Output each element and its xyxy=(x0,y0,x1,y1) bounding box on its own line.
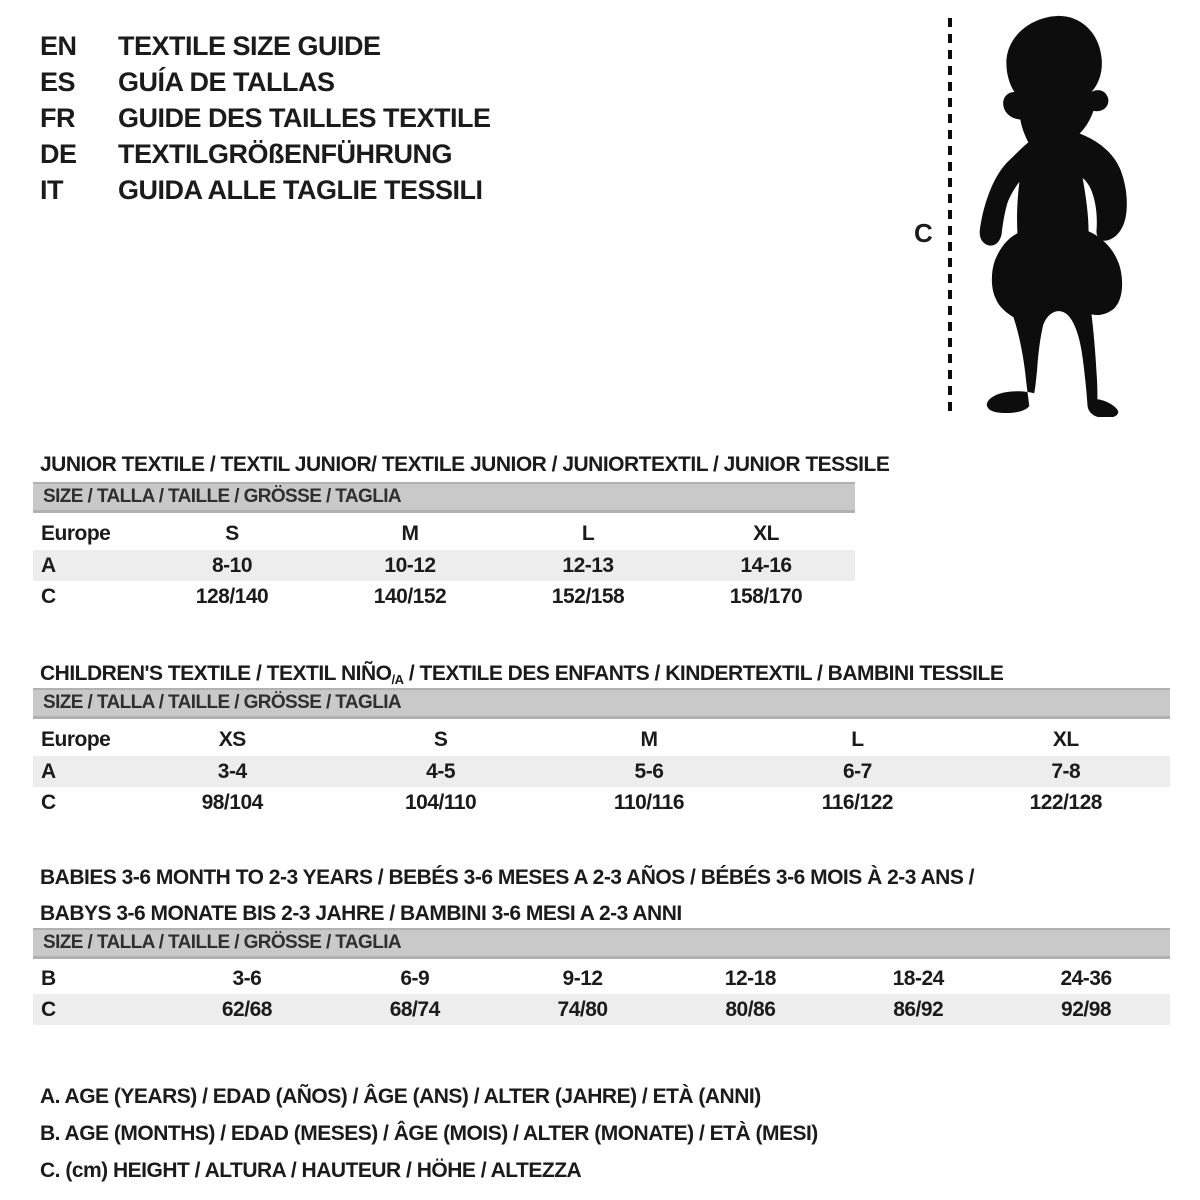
size-cell: 5-6 xyxy=(634,759,664,783)
size-column-header: M xyxy=(640,727,658,751)
size-column-header: XS xyxy=(218,727,246,751)
language-title: TEXTILE SIZE GUIDE xyxy=(118,30,381,61)
height-measure-label: C xyxy=(914,218,933,248)
heading-text: JUNIOR TEXTILE / TEXTIL JUNIOR/ TEXTILE JUNIOR / JUNIORTEXTIL / JUNIOR TESSILE xyxy=(40,453,890,477)
size-cell: 3-6 xyxy=(232,966,262,990)
size-cell: 128/140 xyxy=(195,584,269,608)
size-cell: 74/80 xyxy=(557,997,608,1021)
size-grid xyxy=(33,963,1170,1025)
size-header-bar xyxy=(33,688,1170,719)
size-cell: 158/170 xyxy=(729,584,803,608)
language-code: EN xyxy=(40,30,77,61)
size-cell: 122/128 xyxy=(1029,790,1102,814)
language-title: GUIDE DES TAILLES TEXTILE xyxy=(118,102,491,133)
language-row-it xyxy=(40,172,491,208)
language-code: FR xyxy=(40,102,75,133)
size-cell: 18-24 xyxy=(892,966,944,990)
size-cell: 10-12 xyxy=(384,553,436,577)
babies-size-table xyxy=(33,928,1170,1025)
size-column-header: XL xyxy=(1052,727,1079,751)
toddler-silhouette-icon xyxy=(962,12,1142,417)
row-label: C xyxy=(41,997,56,1021)
heading-text: / TEXTILE DES ENFANTS / KINDERTEXTIL / BAMBINI TESSILE xyxy=(403,662,1004,686)
table-header-row xyxy=(33,517,855,550)
legend-line-1: A. AGE (YEARS) / EDAD (AÑOS) / ÂGE (ANS) / ALTER (JAHRE) / ETÀ (ANNI) xyxy=(40,1085,761,1108)
size-cell: 80/86 xyxy=(725,997,776,1021)
children-size-table xyxy=(33,688,1170,818)
size-column-header: XL xyxy=(753,521,779,545)
size-grid xyxy=(33,517,855,612)
size-column-header: M xyxy=(401,521,419,545)
junior-size-table xyxy=(33,482,855,612)
babies-section-heading xyxy=(40,860,974,932)
size-cell: 9-12 xyxy=(562,966,603,990)
table-row-c xyxy=(33,994,1170,1025)
size-cell: 12-18 xyxy=(724,966,776,990)
size-cell: 24-36 xyxy=(1060,966,1112,990)
size-column-header: L xyxy=(851,727,864,751)
language-code: ES xyxy=(40,66,76,97)
language-row-es xyxy=(40,64,491,100)
size-cell: 8-10 xyxy=(211,553,253,577)
row-label: A xyxy=(41,553,56,577)
size-cell: 104/110 xyxy=(404,790,477,814)
legend-line-2: B. AGE (MONTHS) / EDAD (MESES) / ÂGE (MOIS) / ALTER (MONATE) / ETÀ (MESI) xyxy=(40,1122,818,1145)
size-cell: 110/116 xyxy=(613,790,685,814)
row-label: A xyxy=(41,759,56,783)
size-cell: 4-5 xyxy=(426,759,456,783)
row-label: B xyxy=(41,966,56,990)
legend-line-3: C. (cm) HEIGHT / ALTURA / HAUTEUR / HÖHE / ALTEZZA xyxy=(40,1159,582,1182)
size-header-bar xyxy=(33,928,1170,959)
language-row-en xyxy=(40,28,491,64)
table-header-row xyxy=(33,723,1170,756)
language-title: GUIDA ALLE TAGLIE TESSILI xyxy=(118,174,483,205)
legend xyxy=(40,1078,818,1189)
size-cell: 140/152 xyxy=(373,584,447,608)
size-column-header: S xyxy=(225,521,239,545)
size-cell: 62/68 xyxy=(221,997,272,1021)
heading-text: BABIES 3-6 MONTH TO 2-3 YEARS / BEBÉS 3-6 MESES A 2-3 AÑOS / BÉBÉS 3-6 MOIS À 2-3 ANS / xyxy=(40,866,975,890)
size-cell: 68/74 xyxy=(389,997,440,1021)
row-label: C xyxy=(41,790,56,814)
size-cell: 3-4 xyxy=(217,759,247,783)
heading-text: CHILDREN'S TEXTILE / TEXTIL NIÑO xyxy=(40,662,392,686)
size-cell: 92/98 xyxy=(1061,997,1112,1021)
region-label: Europe xyxy=(41,521,111,545)
language-code: DE xyxy=(40,138,77,169)
table-row-c xyxy=(33,581,855,612)
size-header-label: SIZE / TALLA / TAILLE / GRÖSSE / TAGLIA xyxy=(43,932,402,953)
language-title: TEXTILGRÖßENFÜHRUNG xyxy=(118,138,452,169)
size-cell: 116/122 xyxy=(821,790,893,814)
region-label: Europe xyxy=(41,727,111,751)
size-column-header: S xyxy=(433,727,448,751)
language-code: IT xyxy=(40,174,63,205)
children-section-heading xyxy=(40,662,1003,686)
size-header-bar xyxy=(33,482,855,513)
size-cell: 98/104 xyxy=(201,790,263,814)
size-header-label: SIZE / TALLA / TAILLE / GRÖSSE / TAGLIA xyxy=(43,692,402,713)
heading-text: /A xyxy=(391,672,404,688)
height-measure-line xyxy=(948,18,952,416)
language-row-fr xyxy=(40,100,491,136)
language-list xyxy=(40,28,491,208)
size-cell: 7-8 xyxy=(1051,759,1081,783)
size-grid xyxy=(33,723,1170,818)
size-cell: 6-9 xyxy=(400,966,430,990)
junior-section-heading xyxy=(40,453,889,477)
table-row-b xyxy=(33,963,1170,994)
size-header-label: SIZE / TALLA / TAILLE / GRÖSSE / TAGLIA xyxy=(43,486,402,507)
table-row-a xyxy=(33,550,855,581)
size-cell: 12-13 xyxy=(562,553,614,577)
table-row-a xyxy=(33,756,1170,787)
size-cell: 152/158 xyxy=(551,584,625,608)
size-cell: 6-7 xyxy=(842,759,872,783)
language-title: GUÍA DE TALLAS xyxy=(118,66,335,97)
size-cell: 86/92 xyxy=(893,997,944,1021)
table-row-c xyxy=(33,787,1170,818)
heading-text: BABYS 3-6 MONATE BIS 2-3 JAHRE / BAMBINI 3-6 MESI A 2-3 ANNI xyxy=(40,902,682,926)
language-row-de xyxy=(40,136,491,172)
row-label: C xyxy=(41,584,56,608)
size-cell: 14-16 xyxy=(740,553,792,577)
size-column-header: L xyxy=(581,521,595,545)
